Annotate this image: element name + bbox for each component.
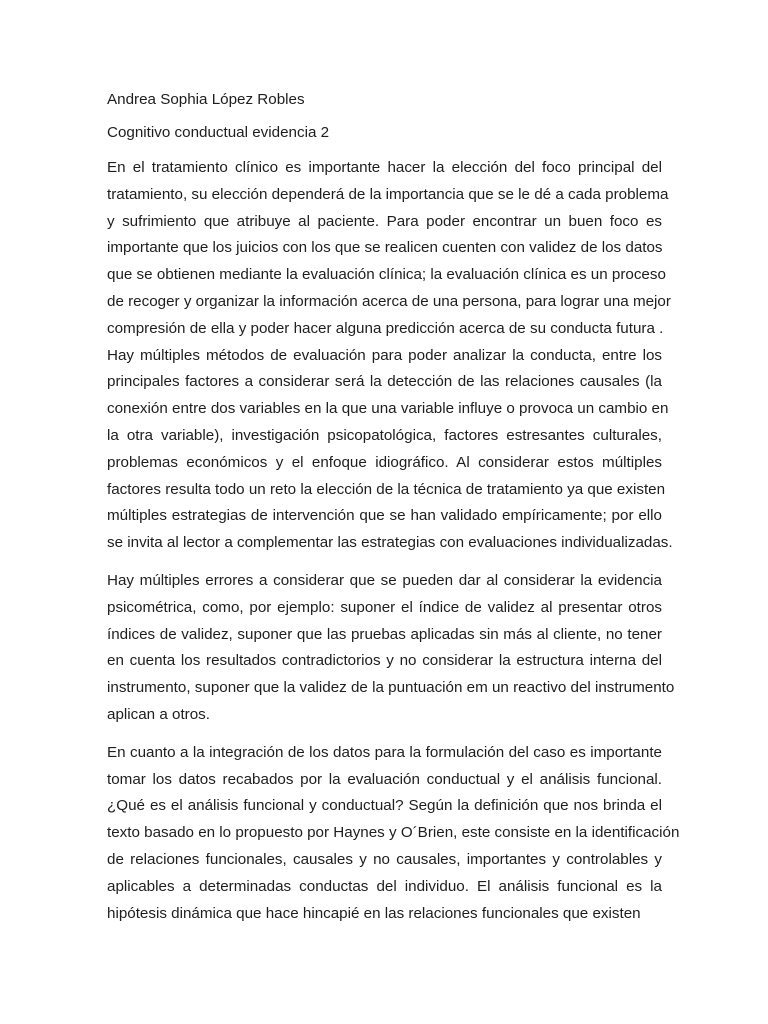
author-name: Andrea Sophia López Robles	[107, 91, 305, 108]
paragraph-line: y sufrimiento que atribuye al paciente. Para poder encontrar un buen foco es	[107, 212, 662, 230]
paragraph-line: psicométrica, como, por ejemplo: suponer el índice de validez al presentar otros	[107, 598, 662, 616]
paragraph-line: tomar los datos recabados por la evaluación conductual y el análisis funcional.	[107, 770, 662, 788]
paragraph-line: texto basado en lo propuesto por Haynes y O´Brien, este consiste en la identificación	[107, 824, 680, 842]
paragraph-line: de recoger y organizar la información acerca de una persona, para lograr una mejor	[107, 292, 671, 310]
paragraph-line: problemas económicos y el enfoque idiográfico. Al considerar estos múltiples	[107, 453, 662, 471]
assignment-title: Cognitivo conductual evidencia 2	[107, 124, 330, 141]
paragraph-line: en cuenta los resultados contradictorios y no considerar la estructura interna del	[107, 652, 662, 670]
body-paragraph	[107, 740, 680, 928]
paragraph-line: múltiples estrategias de intervención que se han validado empíricamente; por ello	[107, 507, 662, 525]
paragraph-line: importante que los juicios con los que se realicen cuenten con validez de los datos	[107, 239, 663, 257]
paragraph-line: principales factores a considerar será la detección de las relaciones causales (la	[107, 373, 662, 391]
paragraph-line: que se obtienen mediante la evaluación clínica; la evaluación clínica es un proceso	[107, 266, 666, 284]
paragraph-line: de relaciones funcionales, causales y no causales, importantes y controlables y	[107, 850, 662, 868]
paragraph-line: aplicables a determinadas conductas del individuo. El análisis funcional es la	[107, 877, 662, 895]
paragraph-line: hipótesis dinámica que hace hincapié en las relaciones funcionales que existen	[107, 904, 641, 922]
paragraph-line: conexión entre dos variables en la que una variable influye o provoca un cambio en	[107, 400, 669, 418]
paragraph-line: Hay múltiples métodos de evaluación para poder analizar la conducta, entre los	[107, 346, 662, 364]
paragraph-line: índices de validez, suponer que las pruebas aplicadas sin más al cliente, no tener	[107, 625, 662, 643]
paragraph-line: ¿Qué es el análisis funcional y conductual? Según la definición que nos brinda el	[107, 797, 662, 815]
paragraph-line: instrumento, suponer que la validez de la puntuación em un reactivo del instrumento	[107, 679, 675, 697]
paragraph-line: aplican a otros.	[107, 705, 210, 723]
paragraph-line: Hay múltiples errores a considerar que se pueden dar al considerar la evidencia	[107, 571, 662, 589]
paragraph-line: tratamiento, su elección dependerá de la importancia que se le dé a cada problema	[107, 185, 669, 203]
paragraph-line: se invita al lector a complementar las estrategias con evaluaciones individualizadas.	[107, 534, 673, 552]
paragraph-line: la otra variable), investigación psicopatológica, factores estresantes culturales,	[107, 426, 662, 444]
paragraph-line: factores resulta todo un reto la elección de la técnica de tratamiento ya que existen	[107, 480, 666, 498]
paragraph-line: compresión de ella y poder hacer alguna predicción acerca de su conducta futura .	[107, 319, 664, 337]
document-body	[107, 155, 680, 927]
body-paragraph	[107, 155, 673, 557]
paragraph-line: En cuanto a la integración de los datos para la formulación del caso es importante	[107, 743, 662, 761]
body-paragraph	[107, 568, 675, 729]
paragraph-line: En el tratamiento clínico es importante hacer la elección del foco principal del	[107, 159, 662, 176]
